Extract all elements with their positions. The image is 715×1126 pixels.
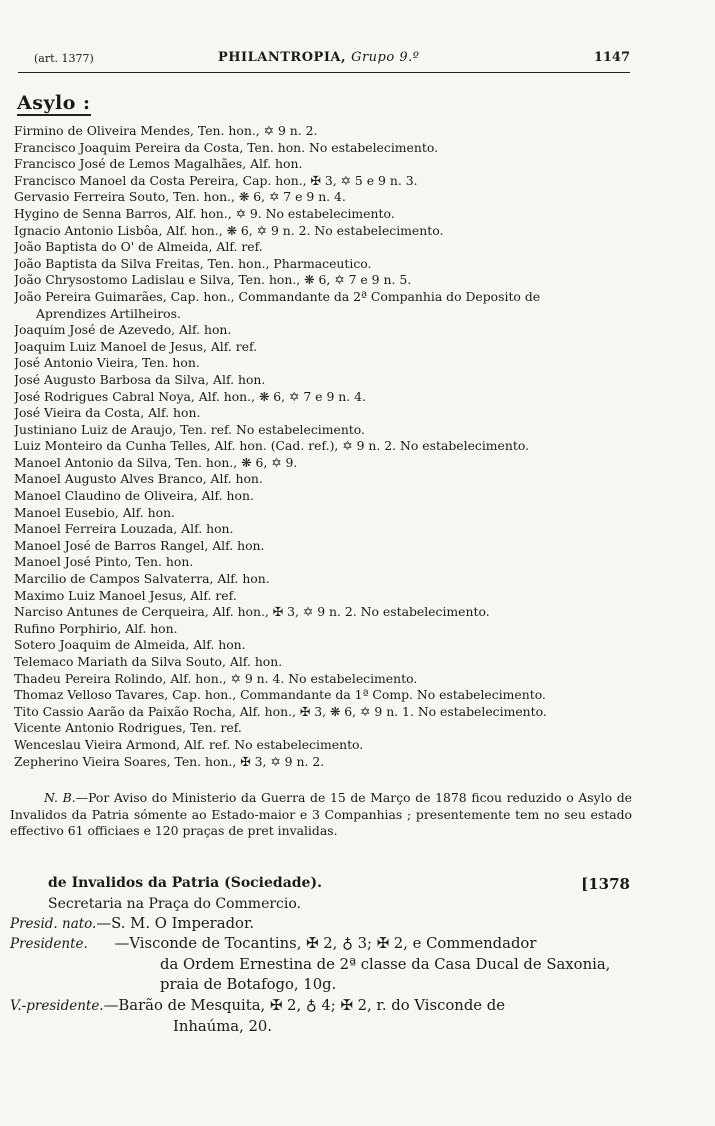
list-item: Manoel Claudino de Oliveira, Alf. hon. — [14, 488, 254, 504]
list-item: João Baptista da Silva Freitas, Ten. hon., Pharmaceutico. — [14, 255, 372, 271]
officer-role: V.-presidente. — [10, 998, 104, 1014]
list-item: Manoel Eusebio, Alf. hon. — [14, 504, 175, 520]
note-label: N. B. — [44, 790, 76, 805]
list-item: Marcilio de Campos Salvaterra, Alf. hon. — [14, 571, 270, 587]
running-title-group: Grupo 9.º — [351, 50, 420, 65]
list-item: Justiniano Luiz de Araujo, Ten. ref. No estabelecimento. — [14, 421, 365, 437]
list-item: José Antonio Vieira, Ten. hon. — [14, 355, 200, 371]
list-item: João Chrysostomo Ladislau e Silva, Ten. hon., ❋ 6, ✡ 7 e 9 n. 5. — [14, 272, 412, 288]
article-range: (art. 1377) — [34, 52, 94, 65]
list-item: Manoel José de Barros Rangel, Alf. hon. — [14, 537, 265, 553]
section-title: Asylo : — [17, 92, 91, 114]
section2-ref: [1378 — [581, 875, 630, 893]
list-item: Wenceslau Vieira Armond, Alf. ref. No estabelecimento. — [14, 736, 364, 752]
page-header — [18, 50, 630, 70]
list-item: Hygino de Senna Barros, Alf. hon., ✡ 9. No estabelecimento. — [14, 205, 395, 221]
list-item: Tito Cassio Aarão da Paixão Rocha, Alf. hon., ✠ 3, ❋ 6, ✡ 9 n. 1. No estabelecimento. — [14, 703, 547, 719]
running-title — [218, 50, 419, 65]
list-item: Francisco José de Lemos Magalhães, Alf. hon. — [14, 156, 303, 172]
list-item: Joaquim José de Azevedo, Alf. hon. — [14, 322, 232, 338]
list-item: Joaquim Luiz Manoel de Jesus, Alf. ref. — [14, 338, 258, 354]
officer-line: praia de Botafogo, 10g. — [160, 976, 337, 993]
list-item: Gervasio Ferreira Souto, Ten. hon., ❋ 6, ✡ 7 e 9 n. 4. — [14, 189, 346, 205]
list-item: Francisco Manoel da Costa Pereira, Cap. hon., ✠ 3, ✡ 5 e 9 n. 3. — [14, 172, 418, 188]
note-paragraph — [10, 790, 632, 840]
list-item: Aprendizes Artilheiros. — [36, 305, 181, 321]
officer-v-presidente — [10, 996, 635, 1037]
list-item: Maximo Luiz Manoel Jesus, Alf. ref. — [14, 587, 237, 603]
officer-role: Presid. nato. — [10, 916, 97, 932]
list-item: José Rodrigues Cabral Noya, Alf. hon., ❋ 6, ✡ 7 e 9 n. 4. — [14, 388, 366, 404]
officer-presid-nato — [10, 914, 635, 935]
section2-heading — [48, 875, 630, 897]
list-item: Narciso Antunes de Cerqueira, Alf. hon., ✠ 3, ✡ 9 n. 2. No estabelecimento. — [14, 604, 490, 620]
list-item: Rufino Porphirio, Alf. hon. — [14, 620, 178, 636]
officer-presidente — [10, 934, 635, 996]
list-item: Thomaz Velloso Tavares, Cap. hon., Commandante da 1ª Comp. No estabelecimento. — [14, 687, 546, 703]
list-item: João Baptista do O' de Almeida, Alf. ref. — [14, 239, 263, 255]
list-item: Manoel Antonio da Silva, Ten. hon., ❋ 6, ✡ 9. — [14, 454, 298, 470]
page-number: 1147 — [593, 50, 630, 65]
note-text: —Por Aviso do Ministerio da Guerra de 15 de Março de 1878 ficou reduzido o Asylo de Invalidos da Patria sómente ao Estado-maior e 3 Companhias ; presentemente tem no seu estado effectivo 61 officiaes e 120 praças de pret invalidas. — [10, 790, 632, 839]
officer-line: —Barão de Mesquita, ✠ 2, ♁ 4; ✠ 2, r. do Visconde de — [103, 997, 505, 1014]
officer-line: da Ordem Ernestina de 2ª classe da Casa Ducal de Saxonia, — [160, 955, 611, 973]
list-item: Manoel Ferreira Louzada, Alf. hon. — [14, 521, 234, 537]
entry-list — [14, 123, 636, 770]
list-item: Telemaco Mariath da Silva Souto, Alf. hon. — [14, 654, 283, 669]
list-item: João Pereira Guimarães, Cap. hon., Commandante da 2ª Companhia do Deposito de — [14, 288, 541, 304]
list-item: Zepherino Vieira Soares, Ten. hon., ✠ 3, ✡ 9 n. 2. — [14, 753, 325, 769]
list-item: Francisco Joaquim Pereira da Costa, Ten. hon. No estabelecimento. — [14, 139, 439, 155]
list-item: José Vieira da Costa, Alf. hon. — [14, 405, 201, 421]
list-item: José Augusto Barbosa da Silva, Alf. hon. — [14, 371, 266, 387]
list-item: Manoel Augusto Alves Branco, Alf. hon. — [14, 471, 263, 487]
officer-text: —S. M. O Imperador. — [96, 915, 255, 932]
section2-subtitle: Secretaria na Praça do Commercio. — [48, 896, 302, 912]
list-item: Ignacio Antonio Lisbôa, Alf. hon., ❋ 6, ✡ 9 n. 2. No estabelecimento. — [14, 222, 444, 238]
list-item: Thadeu Pereira Rolindo, Alf. hon., ✡ 9 n. 4. No estabelecimento. — [14, 670, 418, 686]
officer-line: Inhaúma, 20. — [173, 1017, 273, 1035]
list-item: Vicente Antonio Rodrigues, Ten. ref. — [14, 720, 242, 736]
list-item: Sotero Joaquim de Almeida, Alf. hon. — [14, 637, 246, 653]
section2-title: de Invalidos da Patria (Sociedade). — [48, 875, 322, 891]
list-item: Firmino de Oliveira Mendes, Ten. hon., ✡ 9 n. 2. — [14, 123, 318, 138]
header-rule — [18, 72, 630, 73]
running-title-main: PHILANTROPIA, — [218, 50, 347, 65]
officer-line: —Visconde de Tocantins, ✠ 2, ♁ 3; ✠ 2, e Commendador — [114, 935, 537, 952]
list-item: Manoel José Pinto, Ten. hon. — [14, 554, 194, 570]
officer-role: Presidente. — [10, 936, 88, 952]
list-item: Luiz Monteiro da Cunha Telles, Alf. hon. (Cad. ref.), ✡ 9 n. 2. No estabelecimento. — [14, 438, 530, 454]
